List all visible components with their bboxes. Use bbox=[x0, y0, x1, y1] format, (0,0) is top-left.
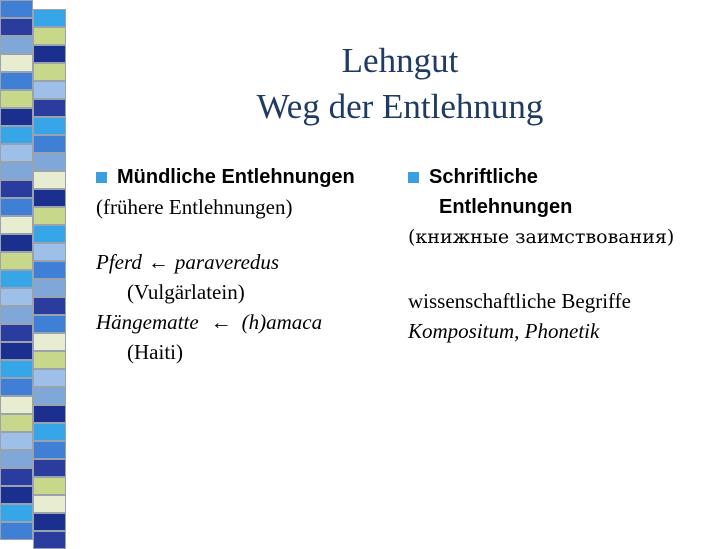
stripe-block bbox=[33, 333, 66, 351]
stripe-block bbox=[0, 306, 33, 324]
left-subheading: (frühere Entlehnungen) bbox=[96, 195, 293, 219]
stripe-block bbox=[33, 261, 66, 279]
stripe-block bbox=[33, 243, 66, 261]
title-line-2: Weg der Entlehnung bbox=[256, 87, 544, 126]
square-bullet-icon bbox=[96, 172, 107, 183]
stripe-block bbox=[33, 369, 66, 387]
square-bullet-icon bbox=[408, 172, 419, 183]
stripe-block bbox=[0, 108, 33, 126]
left-arrow-icon: ← bbox=[147, 250, 169, 274]
stripe-block bbox=[0, 144, 33, 162]
left-column bbox=[96, 162, 396, 367]
stripe-block bbox=[33, 45, 66, 63]
decorative-stripe bbox=[0, 0, 66, 540]
stripe-block bbox=[0, 522, 33, 540]
stripe-block bbox=[0, 18, 33, 36]
stripe-block bbox=[0, 468, 33, 486]
stripe-block bbox=[33, 315, 66, 333]
example-1 bbox=[96, 247, 396, 307]
stripe-block bbox=[0, 414, 33, 432]
stripe-block bbox=[33, 513, 66, 531]
stripe-block bbox=[0, 288, 33, 306]
right-heading-row bbox=[408, 162, 708, 192]
stripe-block bbox=[33, 405, 66, 423]
left-heading-row bbox=[96, 162, 396, 192]
stripe-block bbox=[33, 27, 66, 45]
right-subheading: (книжные заимствования) bbox=[408, 226, 675, 248]
stripe-block bbox=[0, 72, 33, 90]
stripe-block bbox=[33, 279, 66, 297]
stripe-block bbox=[33, 117, 66, 135]
stripe-block bbox=[33, 9, 66, 27]
stripe-block bbox=[0, 396, 33, 414]
stripe-block bbox=[0, 450, 33, 468]
right-example-line-1: wissenschaftliche Begriffe bbox=[408, 289, 631, 313]
stripe-block bbox=[0, 432, 33, 450]
left-arrow-icon: ← bbox=[210, 310, 232, 334]
stripe-block bbox=[0, 252, 33, 270]
stripe-block bbox=[33, 189, 66, 207]
stripe-block bbox=[0, 198, 33, 216]
stripe-block bbox=[0, 342, 33, 360]
stripe-block bbox=[0, 36, 33, 54]
example-2-word: Hängematte bbox=[96, 310, 199, 334]
stripe-block bbox=[33, 171, 66, 189]
stripe-block bbox=[0, 54, 33, 72]
stripe-block bbox=[0, 360, 33, 378]
stripe-block bbox=[0, 216, 33, 234]
stripe-block bbox=[33, 459, 66, 477]
stripe-block bbox=[33, 477, 66, 495]
example-2-source: (h)amaca bbox=[241, 310, 323, 334]
right-heading-line-2: Entlehnungen bbox=[439, 196, 573, 218]
stripe-block bbox=[0, 0, 33, 18]
stripe-block bbox=[0, 180, 33, 198]
stripe-block bbox=[0, 504, 33, 522]
stripe-block bbox=[33, 99, 66, 117]
example-2 bbox=[96, 307, 396, 367]
stripe-block bbox=[33, 441, 66, 459]
stripe-block bbox=[33, 387, 66, 405]
stripe-block bbox=[33, 153, 66, 171]
example-2-origin: (Haiti) bbox=[127, 340, 183, 364]
stripe-block bbox=[0, 90, 33, 108]
stripe-block bbox=[33, 423, 66, 441]
title-line-1: Lehngut bbox=[341, 41, 459, 80]
stripe-block bbox=[0, 486, 33, 504]
stripe-block bbox=[0, 126, 33, 144]
example-1-word: Pferd bbox=[96, 250, 142, 274]
right-example-line-2: Kompositum, Phonetik bbox=[408, 319, 600, 343]
stripe-block bbox=[33, 297, 66, 315]
left-heading: Mündliche Entlehnungen bbox=[117, 166, 355, 188]
stripe-block bbox=[33, 531, 66, 549]
stripe-block bbox=[33, 81, 66, 99]
right-column bbox=[408, 162, 708, 346]
stripe-block bbox=[0, 324, 33, 342]
example-1-origin: (Vulgärlatein) bbox=[127, 280, 245, 304]
stripe-block bbox=[0, 234, 33, 252]
stripe-block bbox=[0, 270, 33, 288]
slide-title bbox=[100, 38, 700, 130]
stripe-block bbox=[0, 162, 33, 180]
stripe-block bbox=[33, 495, 66, 513]
stripe-block bbox=[33, 135, 66, 153]
example-1-source: paraveredus bbox=[174, 250, 280, 274]
stripe-block bbox=[33, 207, 66, 225]
right-heading-line-1: Schriftliche bbox=[429, 166, 538, 188]
stripe-block bbox=[33, 225, 66, 243]
stripe-block bbox=[33, 63, 66, 81]
stripe-block bbox=[0, 378, 33, 396]
stripe-block bbox=[33, 351, 66, 369]
